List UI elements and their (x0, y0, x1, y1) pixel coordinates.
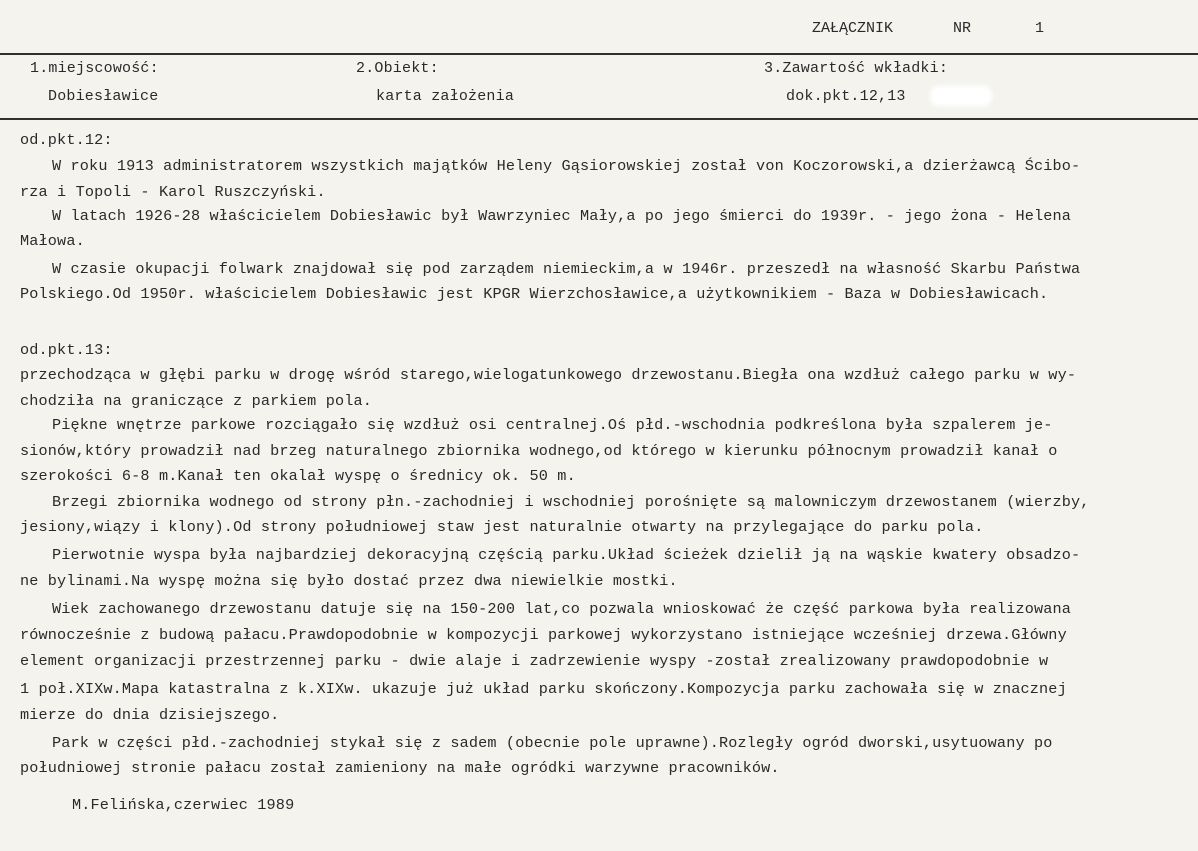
section13-heading: od.pkt.13: (20, 341, 113, 359)
section13-line: element organizacji przestrzennej parku - dwie alaje i zadrzewienie wyspy -został zrealizowany prawdopodobnie w (20, 652, 1049, 670)
section12-line: W czasie okupacji folwark znajdował się pod zarządem niemieckim,a w 1946r. przeszedł na własność Skarbu Państwa (52, 260, 1081, 278)
section12-line: W latach 1926-28 właścicielem Dobiesławic był Wawrzyniec Mały,a po jego śmierci do 1939r. - jego żona - Helena (52, 207, 1072, 225)
section12-line: W roku 1913 administratorem wszystkich majątków Heleny Gąsiorowskiej został von Koczorowski,a dzierżawcą Ścibo- (52, 157, 1081, 175)
section13-line: Wiek zachowanego drzewostanu datuje się na 150-200 lat,co pozwala wnioskować że część parkowa była realizowana (52, 600, 1072, 618)
section13-line: Brzegi zbiornika wodnego od strony płn.-zachodniej i wschodniej porośnięte są malowniczym drzewostanem (wierzby, (52, 493, 1090, 511)
section13-line: chodziła na graniczące z parkiem pola. (20, 392, 373, 410)
section13-line: równocześnie z budową pałacu.Prawdopodobnie w kompozycji parkowej wykorzystano istniejące wcześniej drzewa.Główny (20, 626, 1067, 644)
attachment-label: ZAŁĄCZNIK (812, 20, 894, 37)
section12-heading: od.pkt.12: (20, 131, 113, 149)
section13-line: Pierwotnie wyspa była najbardziej dekoracyjną częścią parku.Układ ścieżek dzielił ją na wąskie kwatery obsadzo- (52, 546, 1081, 564)
field-object-value: karta założenia (376, 88, 515, 105)
section13-line: południowej stronie pałacu został zamieniony na małe ogródki warzywne pracowników. (20, 759, 780, 777)
correction-smudge (930, 86, 992, 106)
attachment-nr-value: 1 (1035, 20, 1045, 37)
field-content-value: dok.pkt.12,13 (786, 88, 906, 105)
field-content-label: 3.Zawartość wkładki: (764, 60, 949, 77)
field-object-label: 2.Obiekt: (356, 60, 439, 77)
section13-line: sionów,który prowadził nad brzeg naturalnego zbiornika wodnego,od którego w kierunku północnym prowadził kanał o (20, 442, 1058, 460)
section12-line: rza i Topoli - Karol Ruszczyński. (20, 183, 326, 201)
field-location-value: Dobiesławice (48, 88, 159, 105)
section13-line: mierze do dnia dzisiejszego. (20, 706, 280, 724)
section13-line: 1 poł.XIXw.Mapa katastralna z k.XIXw. ukazuje już układ parku skończony.Kompozycja parku zachowała się w znacznej (20, 680, 1067, 698)
attachment-nr-label: NR (953, 20, 972, 37)
section13-line: przechodząca w głębi parku w drogę wśród starego,wielogatunkowego drzewostanu.Biegła ona wzdłuż całego parku w wy- (20, 366, 1077, 384)
section13-line: jesiony,wiązy i klony).Od strony południowej staw jest naturalnie otwarty na przylegające do parku pola. (20, 518, 984, 536)
header-divider (0, 53, 1198, 55)
section13-line: Park w części płd.-zachodniej stykał się z sadem (obecnie pole uprawne).Rozległy ogród dworski,usytuowany po (52, 734, 1053, 752)
fields-divider (0, 118, 1198, 120)
section13-line: szerokości 6-8 m.Kanał ten okalał wyspę o średnicy ok. 50 m. (20, 467, 576, 485)
section13-line: ne bylinami.Na wyspę można się było dostać przez dwa niewielkie mostki. (20, 572, 678, 590)
section12-line: Polskiego.Od 1950r. właścicielem Dobiesławic jest KPGR Wierzchosławice,a użytkownikiem - Baza w Dobiesławicach. (20, 285, 1049, 303)
section13-line: Piękne wnętrze parkowe rozciągało się wzdłuż osi centralnej.Oś płd.-wschodnia podkreślona była szpalerem je- (52, 416, 1053, 434)
section12-line: Małowa. (20, 232, 85, 250)
signature: M.Felińska,czerwiec 1989 (72, 796, 295, 814)
field-location-label: 1.miejscowość: (30, 60, 159, 77)
